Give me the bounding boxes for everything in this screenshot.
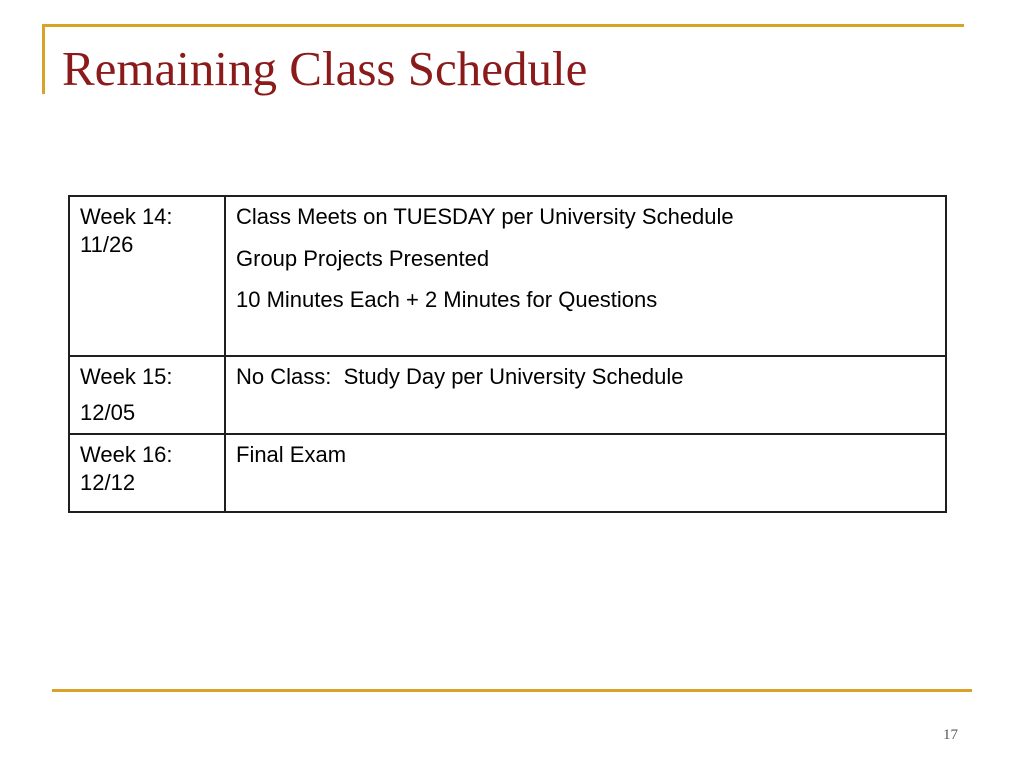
- week-date: 12/05: [80, 399, 136, 425]
- detail-line: Group Projects Presented: [236, 245, 490, 271]
- week-cell: [69, 434, 225, 512]
- detail-cell: [225, 196, 946, 356]
- week-label: Week 14:: [80, 204, 173, 229]
- detail-cell: [225, 434, 946, 512]
- detail-line: 10 Minutes Each + 2 Minutes for Questions: [236, 287, 658, 312]
- title-accent-horizontal-line: [42, 24, 964, 27]
- detail-line: No Class: Study Day per University Schedule: [236, 364, 684, 389]
- detail-line: Final Exam: [236, 442, 347, 467]
- footer-accent-line: [52, 689, 972, 692]
- week-date: 11/26: [80, 231, 134, 257]
- table-row: [69, 356, 946, 434]
- schedule-table: [68, 195, 947, 513]
- week-cell: [69, 196, 225, 356]
- page-number: 17: [943, 727, 958, 743]
- week-label: Week 15:: [80, 364, 173, 389]
- week-label: Week 16:: [80, 442, 173, 467]
- week-date: 12/12: [80, 469, 136, 495]
- table-row: [69, 196, 946, 356]
- title-accent-vertical-line: [42, 24, 45, 94]
- slide-title: Remaining Class Schedule: [62, 41, 588, 96]
- table-row: [69, 434, 946, 512]
- detail-line: Class Meets on TUESDAY per University Schedule: [236, 204, 734, 229]
- detail-cell: [225, 356, 946, 434]
- week-cell: [69, 356, 225, 434]
